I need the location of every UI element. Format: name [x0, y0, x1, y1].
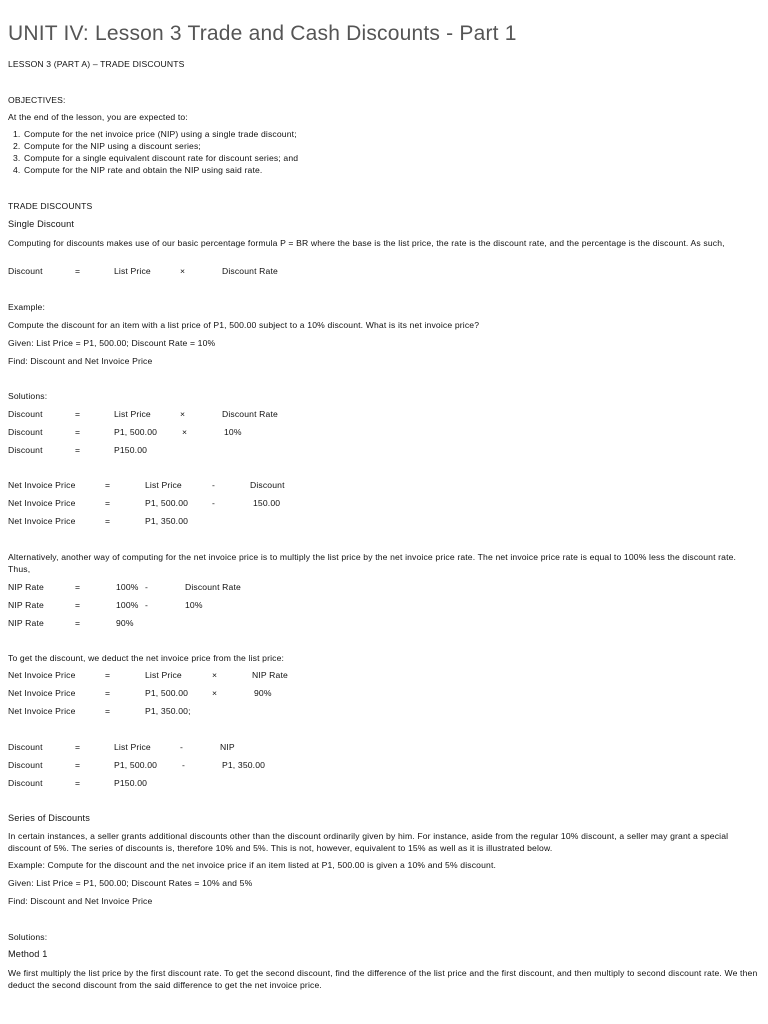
series-paragraph: In certain instances, a seller grants additional discounts other than the discount ordinarily given by him. For instance, aside from the regular 10% discount, a seller may grant a special discount of 5%. The series of discounts is, therefore 10% and 5%. This is not, however, equivalent to 15% as well as it is illustrated below.	[8, 831, 729, 853]
equation-row	[0, 706, 768, 718]
equation-term: 90%	[254, 688, 272, 698]
equation-row	[0, 498, 768, 510]
equation-lhs: NIP Rate	[8, 618, 44, 628]
equation-operator: =	[105, 516, 111, 526]
equation-lhs: NIP Rate	[8, 600, 44, 610]
equation-operator: =	[105, 706, 111, 716]
equation-row	[0, 618, 768, 630]
objectives-heading: OBJECTIVES:	[8, 95, 66, 105]
equation-row	[0, 600, 768, 612]
equation-operator: ×	[212, 688, 218, 698]
formula-term: List Price	[114, 266, 151, 276]
equation-lhs: Net Invoice Price	[8, 480, 76, 490]
equation-lhs: Net Invoice Price	[8, 516, 76, 526]
equation-term: P1, 500.00	[145, 688, 189, 698]
formula-term: Discount Rate	[222, 266, 278, 276]
formula-operator: =	[75, 266, 81, 276]
equation-lhs: Net Invoice Price	[8, 498, 76, 508]
equation-operator: -	[212, 498, 216, 508]
equation-operator: ×	[180, 409, 186, 419]
deduct-line: To get the discount, we deduct the net invoice price from the list price:	[8, 653, 285, 663]
equation-operator: =	[105, 670, 111, 680]
equation-lhs: Net Invoice Price	[8, 670, 76, 680]
equation-row	[0, 516, 768, 528]
equation-operator: =	[75, 778, 81, 788]
equation-operator: =	[75, 760, 81, 770]
find-line: Find: Discount and Net Invoice Price	[8, 356, 153, 366]
equation-operator: =	[105, 498, 111, 508]
equation-row	[0, 742, 768, 754]
given-line: Given: List Price = P1, 500.00; Discount Rates = 10% and 5%	[8, 878, 253, 888]
equation-operator: =	[75, 445, 81, 455]
equation-row	[0, 480, 768, 492]
objectives-list	[8, 128, 298, 176]
equation-lhs: Discount	[8, 427, 43, 437]
equation-term: NIP Rate	[252, 670, 288, 680]
series-heading: Series of Discounts	[8, 813, 90, 823]
equation-operator: ×	[182, 427, 188, 437]
equation-term: List Price	[145, 480, 182, 490]
find-line: Find: Discount and Net Invoice Price	[8, 896, 153, 906]
list-item: 4. Compute for the NIP rate and obtain the NIP using said rate.	[23, 164, 298, 176]
equation-term: List Price	[145, 670, 182, 680]
solutions-label: Solutions:	[8, 932, 48, 942]
example-text: Example: Compute for the discount and the net invoice price if an item listed at P1, 500.00 is given a 10% and 5% discount.	[8, 860, 497, 870]
equation-term: P1, 500.00	[114, 760, 158, 770]
single-discount-paragraph: Computing for discounts makes use of our basic percentage formula P = BR where the base is the list price, the rate is the discount rate, and the percentage is the discount. As such,	[8, 238, 725, 248]
equation-operator: =	[105, 688, 111, 698]
equation-operator: =	[105, 480, 111, 490]
example-label: Example:	[8, 302, 46, 312]
list-item: 3. Compute for a single equivalent discount rate for discount series; and	[23, 152, 298, 164]
equation-term: P1, 350.00;	[145, 706, 191, 716]
formula-operator: ×	[180, 266, 186, 276]
alternative-paragraph: Alternatively, another way of computing for the net invoice price is to multiply the list price by the net invoice price rate. The net invoice price rate is equal to 100% less the discount rate. Thus,	[8, 552, 737, 574]
equation-term: 10%	[224, 427, 242, 437]
equation-row	[0, 445, 768, 457]
equation-lhs: Net Invoice Price	[8, 706, 76, 716]
list-item: 2. Compute for the NIP using a discount series;	[23, 140, 298, 152]
equation-term: Discount	[250, 480, 285, 490]
equation-row	[0, 688, 768, 700]
equation-term: 150.00	[253, 498, 281, 508]
equation-operator: =	[75, 582, 81, 592]
equation-term: 100%	[116, 600, 139, 610]
equation-operator: -	[180, 742, 184, 752]
given-line: Given: List Price = P1, 500.00; Discount Rate = 10%	[8, 338, 216, 348]
equation-operator: =	[75, 742, 81, 752]
equation-term: List Price	[114, 409, 151, 419]
equation-term: Discount Rate	[185, 582, 241, 592]
formula-row	[0, 266, 768, 278]
equation-term: NIP	[220, 742, 235, 752]
equation-lhs: Discount	[8, 445, 43, 455]
equation-row	[0, 778, 768, 790]
method-1-label: Method 1	[8, 949, 48, 959]
method-1-paragraph: We first multiply the list price by the first discount rate. To get the second discount, find the difference of the list price and the first discount, and then multiply to second discount rate. We then deduct the second discount from the said difference to get the net invoice price.	[8, 968, 758, 990]
equation-row	[0, 760, 768, 772]
equation-row	[0, 427, 768, 439]
example-text: Compute the discount for an item with a list price of P1, 500.00 subject to a 10% discount. What is its net invoice price?	[8, 320, 480, 330]
equation-operator: -	[182, 760, 186, 770]
equation-operator: =	[75, 618, 81, 628]
equation-operator: -	[145, 582, 149, 592]
solutions-label: Solutions:	[8, 391, 48, 401]
trade-discounts-heading: TRADE DISCOUNTS	[8, 201, 93, 211]
equation-term: P1, 350.00	[222, 760, 266, 770]
equation-term: 10%	[185, 600, 203, 610]
objectives-intro: At the end of the lesson, you are expected to:	[8, 112, 188, 122]
equation-row	[0, 409, 768, 421]
equation-term: 90%	[116, 618, 134, 628]
equation-operator: =	[75, 600, 81, 610]
formula-term: Discount	[8, 266, 43, 276]
equation-term: P1, 350.00	[145, 516, 189, 526]
equation-operator: -	[212, 480, 216, 490]
equation-operator: -	[145, 600, 149, 610]
equation-term: 100%	[116, 582, 139, 592]
equation-lhs: NIP Rate	[8, 582, 44, 592]
equation-operator: =	[75, 427, 81, 437]
equation-operator: =	[75, 409, 81, 419]
equation-term: P150.00	[114, 778, 148, 788]
page-title: UNIT IV: Lesson 3 Trade and Cash Discounts - Part 1	[8, 22, 517, 45]
equation-lhs: Discount	[8, 409, 43, 419]
equation-operator: ×	[212, 670, 218, 680]
equation-lhs: Discount	[8, 778, 43, 788]
equation-lhs: Net Invoice Price	[8, 688, 76, 698]
equation-term: P1, 500.00	[145, 498, 189, 508]
equation-term: P150.00	[114, 445, 148, 455]
equation-row	[0, 582, 768, 594]
equation-lhs: Discount	[8, 742, 43, 752]
list-item: 1. Compute for the net invoice price (NIP) using a single trade discount;	[23, 128, 298, 140]
equation-row	[0, 670, 768, 682]
lesson-subtitle: LESSON 3 (PART A) – TRADE DISCOUNTS	[8, 59, 185, 69]
single-discount-heading: Single Discount	[8, 219, 75, 229]
equation-term: P1, 500.00	[114, 427, 158, 437]
equation-lhs: Discount	[8, 760, 43, 770]
equation-term: Discount Rate	[222, 409, 278, 419]
equation-term: List Price	[114, 742, 151, 752]
